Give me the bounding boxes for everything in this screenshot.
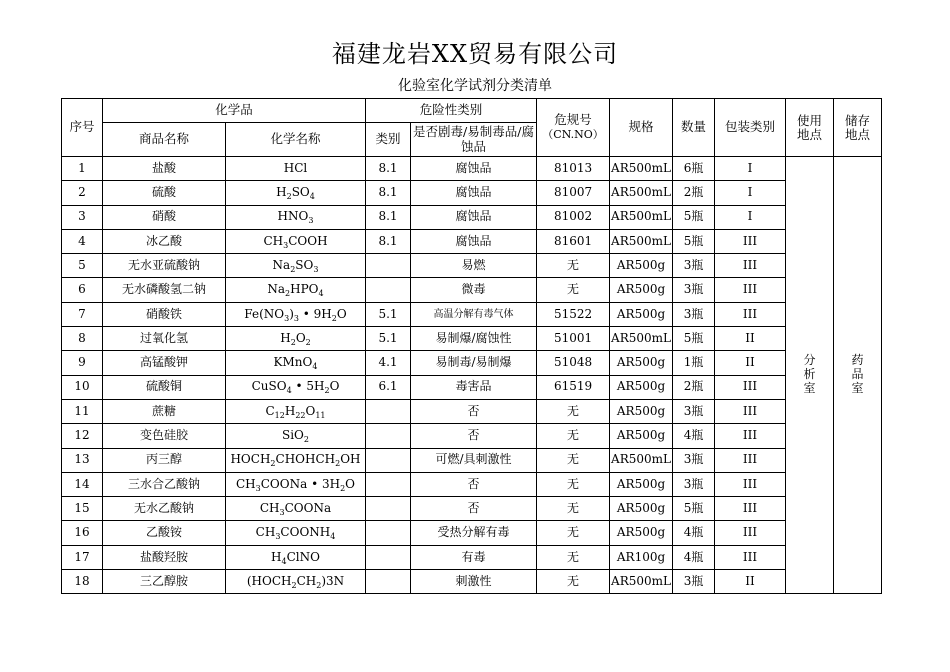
cell-package: III — [715, 399, 786, 423]
cell-category: 8.1 — [366, 205, 411, 229]
table-row — [62, 229, 882, 253]
cell-hazard: 否 — [411, 424, 537, 448]
table-row — [62, 472, 882, 496]
cell-product-name: 无水磷酸氢二钠 — [103, 278, 226, 302]
cell-package: III — [715, 448, 786, 472]
cell-hazard: 毒害品 — [411, 375, 537, 399]
cell-product-name: 变色硅胶 — [103, 424, 226, 448]
cell-product-name: 盐酸羟胺 — [103, 545, 226, 569]
table-row — [62, 254, 882, 278]
cell-hazard-no: 51522 — [537, 302, 610, 326]
cell-quantity: 5瓶 — [673, 327, 715, 351]
table-row — [62, 181, 882, 205]
cell-quantity: 2瓶 — [673, 375, 715, 399]
cell-hazard-no: 无 — [537, 472, 610, 496]
cell-index: 14 — [62, 472, 103, 496]
cell-hazard: 微毒 — [411, 278, 537, 302]
cell-package: III — [715, 497, 786, 521]
reagent-table — [61, 98, 882, 594]
cell-package: III — [715, 424, 786, 448]
cell-category — [366, 497, 411, 521]
cell-index: 11 — [62, 399, 103, 423]
table-row — [62, 327, 882, 351]
header-use-location-text: 使用地点 — [797, 112, 823, 142]
cell-package: III — [715, 302, 786, 326]
header-storage-location-text: 储存地点 — [845, 112, 871, 142]
cell-spec: AR500g — [610, 254, 673, 278]
cell-spec: AR500g — [610, 375, 673, 399]
cell-spec: AR500g — [610, 472, 673, 496]
cell-quantity: 3瓶 — [673, 278, 715, 302]
cell-spec: AR500mL — [610, 229, 673, 253]
cell-category: 8.1 — [366, 157, 411, 181]
cell-quantity: 3瓶 — [673, 570, 715, 594]
cell-index: 17 — [62, 545, 103, 569]
cell-quantity: 6瓶 — [673, 157, 715, 181]
cell-product-name: 蔗糖 — [103, 399, 226, 423]
cell-hazard-no: 无 — [537, 521, 610, 545]
merged-char: 药 — [851, 353, 864, 368]
cell-hazard: 腐蚀品 — [411, 205, 537, 229]
cell-chemical-name: $HOCH_2CHOHCH_2OH$ — [226, 448, 366, 472]
cell-category — [366, 399, 411, 423]
cell-category: 5.1 — [366, 327, 411, 351]
table-row — [62, 497, 882, 521]
cell-hazard-no: 61519 — [537, 375, 610, 399]
cell-hazard: 易制爆/腐蚀性 — [411, 327, 537, 351]
cell-quantity: 3瓶 — [673, 472, 715, 496]
cell-chemical-name: $Na_2HPO_4$ — [226, 278, 366, 302]
cell-quantity: 4瓶 — [673, 424, 715, 448]
cell-product-name: 丙三醇 — [103, 448, 226, 472]
cell-chemical-name: $CH_3COONa$ — [226, 497, 366, 521]
cell-index: 6 — [62, 278, 103, 302]
header-chemical-group: 化学品 — [103, 99, 366, 123]
cell-package: I — [715, 157, 786, 181]
cell-index: 4 — [62, 229, 103, 253]
header-package: 包装类别 — [715, 99, 786, 157]
cell-hazard: 易燃 — [411, 254, 537, 278]
cell-spec: AR500g — [610, 302, 673, 326]
cell-hazard: 易制毒/易制爆 — [411, 351, 537, 375]
cell-product-name: 三水合乙酸钠 — [103, 472, 226, 496]
cell-chemical-name: $(HOCH_2CH_2)3N$ — [226, 570, 366, 594]
cell-package: III — [715, 472, 786, 496]
header-hazard-group: 危险性类别 — [366, 99, 537, 123]
cell-spec: AR500g — [610, 497, 673, 521]
cell-chemical-name: $Fe(NO_3)_3$ • $9H_2O$ — [226, 302, 366, 326]
table-row — [62, 278, 882, 302]
cell-hazard-no: 无 — [537, 448, 610, 472]
cell-category — [366, 570, 411, 594]
cell-hazard-no: 51001 — [537, 327, 610, 351]
cell-package: III — [715, 229, 786, 253]
cell-hazard-no: 无 — [537, 570, 610, 594]
cell-hazard-no: 81013 — [537, 157, 610, 181]
cell-chemical-name: $H_2O_2$ — [226, 327, 366, 351]
cell-hazard-no: 81002 — [537, 205, 610, 229]
table-row — [62, 521, 882, 545]
cell-hazard-no: 81007 — [537, 181, 610, 205]
cell-quantity: 1瓶 — [673, 351, 715, 375]
cell-category — [366, 278, 411, 302]
merged-char: 室 — [851, 381, 864, 396]
header-controlled: 是否剧毒/易制毒品/腐蚀品 — [411, 123, 537, 157]
cell-index: 13 — [62, 448, 103, 472]
cell-index: 5 — [62, 254, 103, 278]
header-use-location — [786, 99, 834, 157]
cell-hazard: 刺激性 — [411, 570, 537, 594]
table-row — [62, 302, 882, 326]
cell-product-name: 过氧化氢 — [103, 327, 226, 351]
cell-quantity: 4瓶 — [673, 521, 715, 545]
cell-spec: AR500mL — [610, 205, 673, 229]
cell-package: II — [715, 570, 786, 594]
cell-hazard: 可燃/具刺激性 — [411, 448, 537, 472]
cell-product-name: 硫酸铜 — [103, 375, 226, 399]
cell-product-name: 冰乙酸 — [103, 229, 226, 253]
cell-package: I — [715, 181, 786, 205]
cell-chemical-name: HCl — [226, 157, 366, 181]
cell-index: 2 — [62, 181, 103, 205]
cell-index: 8 — [62, 327, 103, 351]
table-row — [62, 570, 882, 594]
table-row — [62, 157, 882, 181]
cell-package: III — [715, 254, 786, 278]
table-row — [62, 424, 882, 448]
document-title: 福建龙岩XX贸易有限公司 — [331, 40, 619, 68]
cell-spec: AR100g — [610, 545, 673, 569]
cell-product-name: 硫酸 — [103, 181, 226, 205]
cell-chemical-name: $H_4ClNO$ — [226, 545, 366, 569]
cell-package: I — [715, 205, 786, 229]
cell-package: II — [715, 327, 786, 351]
cell-category — [366, 448, 411, 472]
cell-spec: AR500mL — [610, 570, 673, 594]
cell-product-name: 无水乙酸钠 — [103, 497, 226, 521]
cell-quantity: 3瓶 — [673, 399, 715, 423]
cell-chemical-name: CuSO$_4$ • $5H_2O$ — [226, 375, 366, 399]
cell-package: III — [715, 375, 786, 399]
cell-hazard-no: 无 — [537, 424, 610, 448]
cell-package: III — [715, 545, 786, 569]
cell-spec: AR500g — [610, 278, 673, 302]
cell-quantity: 3瓶 — [673, 302, 715, 326]
cell-spec: AR500mL — [610, 448, 673, 472]
cell-spec: AR500g — [610, 399, 673, 423]
cell-package: III — [715, 278, 786, 302]
cell-hazard: 否 — [411, 399, 537, 423]
table-body — [62, 157, 882, 594]
cell-index: 15 — [62, 497, 103, 521]
cell-spec: AR500mL — [610, 157, 673, 181]
cell-category — [366, 424, 411, 448]
cell-hazard-no: 无 — [537, 497, 610, 521]
cell-product-name: 硝酸 — [103, 205, 226, 229]
cell-chemical-name: $Na_2SO_3$ — [226, 254, 366, 278]
table-row — [62, 375, 882, 399]
cell-hazard-no: 无 — [537, 545, 610, 569]
cell-hazard: 有毒 — [411, 545, 537, 569]
merged-char: 分 — [803, 353, 816, 368]
cell-chemical-name: $CH_3COONa$ • $3H_2O$ — [226, 472, 366, 496]
cell-product-name: 硝酸铁 — [103, 302, 226, 326]
cell-category — [366, 472, 411, 496]
cell-spec: AR500g — [610, 424, 673, 448]
cell-chemical-name: $CH_3COONH_4$ — [226, 521, 366, 545]
table-row — [62, 545, 882, 569]
cell-hazard-no: 无 — [537, 278, 610, 302]
cell-quantity: 3瓶 — [673, 448, 715, 472]
cell-chemical-name: $C_{12}H_{22}O_{11}$ — [226, 399, 366, 423]
cell-quantity: 2瓶 — [673, 181, 715, 205]
cell-chemical-name: KMnO$_4$ — [226, 351, 366, 375]
cell-product-name: 盐酸 — [103, 157, 226, 181]
header-hazard-no-label: 危规号 — [554, 111, 592, 127]
merged-char: 品 — [851, 367, 864, 382]
cell-quantity: 5瓶 — [673, 229, 715, 253]
cell-chemical-name: $HNO_3$ — [226, 205, 366, 229]
cell-hazard: 腐蚀品 — [411, 181, 537, 205]
merged-char: 析 — [803, 367, 816, 382]
merged-storage-location — [834, 157, 882, 594]
header-index: 序号 — [62, 99, 103, 157]
cell-quantity: 3瓶 — [673, 254, 715, 278]
cell-package: III — [715, 521, 786, 545]
table-row — [62, 351, 882, 375]
cell-spec: AR500g — [610, 521, 673, 545]
cell-hazard-no: 51048 — [537, 351, 610, 375]
document-subtitle: 化验室化学试剂分类清单 — [398, 78, 552, 94]
table-row — [62, 205, 882, 229]
cell-category: 8.1 — [366, 229, 411, 253]
cell-chemical-name: SiO$_2$ — [226, 424, 366, 448]
cell-product-name: 三乙醇胺 — [103, 570, 226, 594]
table-row — [62, 399, 882, 423]
cell-quantity: 5瓶 — [673, 497, 715, 521]
header-storage-location — [834, 99, 882, 157]
cell-category: 8.1 — [366, 181, 411, 205]
cell-hazard-no: 81601 — [537, 229, 610, 253]
header-chemical-name: 化学名称 — [226, 123, 366, 157]
cell-hazard: 否 — [411, 472, 537, 496]
cell-index: 1 — [62, 157, 103, 181]
cell-index: 9 — [62, 351, 103, 375]
cell-category: 6.1 — [366, 375, 411, 399]
merged-char: 室 — [803, 381, 816, 396]
cell-hazard: 否 — [411, 497, 537, 521]
header-spec: 规格 — [610, 99, 673, 157]
cell-index: 18 — [62, 570, 103, 594]
cell-category — [366, 545, 411, 569]
cell-spec: AR500g — [610, 351, 673, 375]
merged-use-location — [786, 157, 834, 594]
cell-index: 7 — [62, 302, 103, 326]
header-hazard-no-sub: （CN.NO） — [542, 128, 604, 142]
cell-hazard: 高温分解有毒气体 — [411, 302, 537, 326]
cell-hazard: 受热分解有毒 — [411, 521, 537, 545]
cell-index: 3 — [62, 205, 103, 229]
cell-hazard-no: 无 — [537, 399, 610, 423]
cell-spec: AR500mL — [610, 327, 673, 351]
cell-index: 10 — [62, 375, 103, 399]
header-hazard-no — [537, 99, 610, 157]
cell-category — [366, 254, 411, 278]
cell-quantity: 5瓶 — [673, 205, 715, 229]
cell-hazard-no: 无 — [537, 254, 610, 278]
cell-category: 4.1 — [366, 351, 411, 375]
header-category: 类别 — [366, 123, 411, 157]
cell-category — [366, 521, 411, 545]
cell-index: 12 — [62, 424, 103, 448]
table-row — [62, 448, 882, 472]
cell-package: II — [715, 351, 786, 375]
cell-product-name: 无水亚硫酸钠 — [103, 254, 226, 278]
header-product-name: 商品名称 — [103, 123, 226, 157]
cell-product-name: 乙酸铵 — [103, 521, 226, 545]
cell-category: 5.1 — [366, 302, 411, 326]
cell-index: 16 — [62, 521, 103, 545]
header-quantity: 数量 — [673, 99, 715, 157]
cell-spec: AR500mL — [610, 181, 673, 205]
cell-hazard: 腐蚀品 — [411, 229, 537, 253]
cell-chemical-name: $CH_3COOH$ — [226, 229, 366, 253]
cell-chemical-name: $H_2SO_4$ — [226, 181, 366, 205]
cell-product-name: 高锰酸钾 — [103, 351, 226, 375]
cell-hazard: 腐蚀品 — [411, 157, 537, 181]
cell-quantity: 4瓶 — [673, 545, 715, 569]
